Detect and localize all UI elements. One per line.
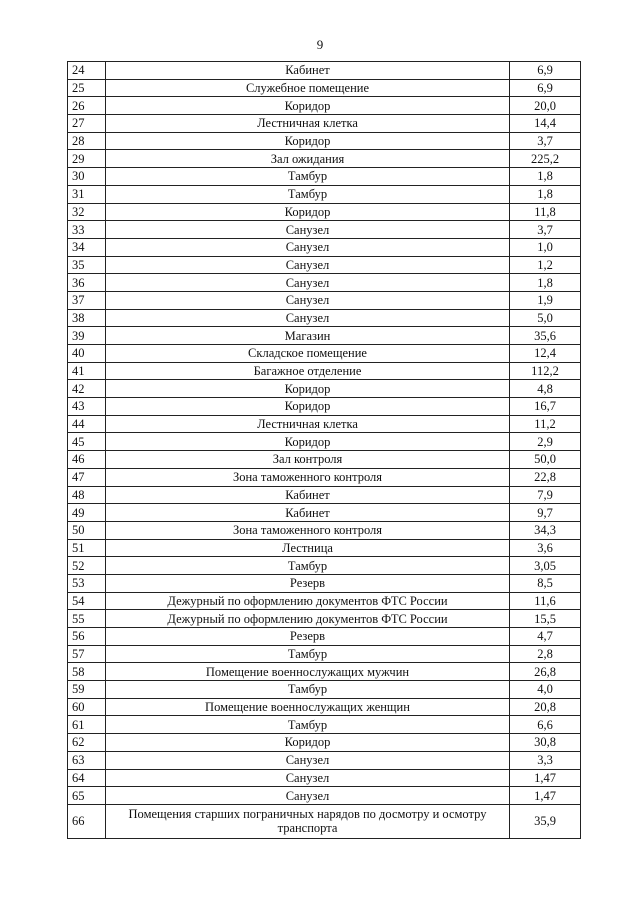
room-name-cell: Помещения старших пограничных нарядов по досмотру и осмотру транспорта [106, 804, 510, 838]
room-area-cell: 34,3 [510, 521, 581, 539]
room-number-cell: 26 [68, 97, 106, 115]
room-number-cell: 31 [68, 185, 106, 203]
room-area-cell: 35,9 [510, 804, 581, 838]
room-name-cell: Зона таможенного контроля [106, 521, 510, 539]
room-number-cell: 36 [68, 274, 106, 292]
room-area-cell: 12,4 [510, 345, 581, 363]
table-row [68, 468, 581, 486]
room-name-cell: Зал контроля [106, 451, 510, 469]
table-row [68, 115, 581, 133]
room-area-cell: 11,6 [510, 592, 581, 610]
room-area-cell: 35,6 [510, 327, 581, 345]
room-number-cell: 29 [68, 150, 106, 168]
room-area-cell: 225,2 [510, 150, 581, 168]
room-area-cell: 16,7 [510, 398, 581, 416]
table-row [68, 521, 581, 539]
room-name-cell: Зона таможенного контроля [106, 468, 510, 486]
room-number-cell: 28 [68, 132, 106, 150]
room-name-cell: Лестничная клетка [106, 415, 510, 433]
room-area-cell: 4,0 [510, 681, 581, 699]
room-area-cell: 1,0 [510, 238, 581, 256]
room-number-cell: 38 [68, 309, 106, 327]
table-row [68, 734, 581, 752]
room-name-cell: Лестница [106, 539, 510, 557]
table-row [68, 132, 581, 150]
room-name-cell: Тамбур [106, 645, 510, 663]
room-name-cell: Санузел [106, 238, 510, 256]
table-row [68, 62, 581, 80]
room-area-cell: 1,9 [510, 291, 581, 309]
room-area-cell: 14,4 [510, 115, 581, 133]
table-row [68, 610, 581, 628]
table-row [68, 274, 581, 292]
room-area-cell: 30,8 [510, 734, 581, 752]
room-area-cell: 6,6 [510, 716, 581, 734]
room-area-cell: 20,0 [510, 97, 581, 115]
room-number-cell: 54 [68, 592, 106, 610]
room-number-cell: 58 [68, 663, 106, 681]
room-number-cell: 56 [68, 628, 106, 646]
room-name-cell: Санузел [106, 309, 510, 327]
room-name-cell: Служебное помещение [106, 79, 510, 97]
room-name-cell: Тамбур [106, 681, 510, 699]
table-row [68, 592, 581, 610]
table-row [68, 97, 581, 115]
room-number-cell: 30 [68, 168, 106, 186]
room-name-cell: Санузел [106, 291, 510, 309]
room-number-cell: 35 [68, 256, 106, 274]
table-row [68, 769, 581, 787]
room-number-cell: 51 [68, 539, 106, 557]
room-area-cell: 1,8 [510, 185, 581, 203]
table-row [68, 168, 581, 186]
room-number-cell: 44 [68, 415, 106, 433]
room-name-cell: Дежурный по оформлению документов ФТС России [106, 592, 510, 610]
room-name-cell: Резерв [106, 628, 510, 646]
room-number-cell: 34 [68, 238, 106, 256]
table-row [68, 663, 581, 681]
room-name-cell: Багажное отделение [106, 362, 510, 380]
room-area-cell: 1,47 [510, 769, 581, 787]
room-name-cell: Помещение военнослужащих мужчин [106, 663, 510, 681]
room-number-cell: 32 [68, 203, 106, 221]
room-number-cell: 41 [68, 362, 106, 380]
room-number-cell: 55 [68, 610, 106, 628]
room-number-cell: 50 [68, 521, 106, 539]
room-area-cell: 1,2 [510, 256, 581, 274]
room-name-cell: Магазин [106, 327, 510, 345]
room-area-cell: 20,8 [510, 698, 581, 716]
room-number-cell: 47 [68, 468, 106, 486]
room-name-cell: Коридор [106, 203, 510, 221]
room-name-cell: Резерв [106, 574, 510, 592]
room-number-cell: 57 [68, 645, 106, 663]
room-area-cell: 1,8 [510, 168, 581, 186]
table-row [68, 574, 581, 592]
room-name-cell: Дежурный по оформлению документов ФТС России [106, 610, 510, 628]
table-row [68, 539, 581, 557]
room-area-cell: 26,8 [510, 663, 581, 681]
room-name-cell: Тамбур [106, 557, 510, 575]
room-area-cell: 50,0 [510, 451, 581, 469]
table-row [68, 345, 581, 363]
page-number: 9 [316, 37, 324, 52]
room-number-cell: 40 [68, 345, 106, 363]
room-number-cell: 46 [68, 451, 106, 469]
room-number-cell: 63 [68, 751, 106, 769]
room-number-cell: 25 [68, 79, 106, 97]
room-area-cell: 2,8 [510, 645, 581, 663]
table-row [68, 238, 581, 256]
room-name-cell: Тамбур [106, 168, 510, 186]
room-area-cell: 3,05 [510, 557, 581, 575]
room-area-cell: 3,7 [510, 221, 581, 239]
table-row [68, 327, 581, 345]
table-row [68, 486, 581, 504]
room-area-cell: 4,8 [510, 380, 581, 398]
room-name-cell: Лестничная клетка [106, 115, 510, 133]
room-area-cell: 2,9 [510, 433, 581, 451]
table-row [68, 804, 581, 838]
table-row [68, 787, 581, 805]
table-row [68, 645, 581, 663]
table-row [68, 203, 581, 221]
room-name-cell: Коридор [106, 97, 510, 115]
table-row [68, 362, 581, 380]
room-area-cell: 5,0 [510, 309, 581, 327]
table-row [68, 79, 581, 97]
table-row [68, 256, 581, 274]
room-name-cell: Кабинет [106, 62, 510, 80]
room-area-cell: 8,5 [510, 574, 581, 592]
room-area-cell: 3,6 [510, 539, 581, 557]
room-number-cell: 49 [68, 504, 106, 522]
room-name-cell: Складское помещение [106, 345, 510, 363]
table-row [68, 415, 581, 433]
table-row [68, 398, 581, 416]
room-area-cell: 11,2 [510, 415, 581, 433]
room-name-cell: Санузел [106, 256, 510, 274]
table-row [68, 291, 581, 309]
room-name-cell: Санузел [106, 769, 510, 787]
table-row [68, 628, 581, 646]
table-row [68, 557, 581, 575]
room-number-cell: 60 [68, 698, 106, 716]
room-number-cell: 24 [68, 62, 106, 80]
room-name-cell: Санузел [106, 787, 510, 805]
room-area-cell: 7,9 [510, 486, 581, 504]
table-row [68, 185, 581, 203]
room-number-cell: 64 [68, 769, 106, 787]
room-area-cell: 11,8 [510, 203, 581, 221]
room-area-cell: 6,9 [510, 62, 581, 80]
table-row [68, 433, 581, 451]
room-area-cell: 3,7 [510, 132, 581, 150]
room-number-cell: 42 [68, 380, 106, 398]
room-number-cell: 53 [68, 574, 106, 592]
room-name-cell: Тамбур [106, 716, 510, 734]
room-number-cell: 62 [68, 734, 106, 752]
room-name-cell: Санузел [106, 221, 510, 239]
table-row [68, 504, 581, 522]
room-name-cell: Кабинет [106, 504, 510, 522]
room-name-cell: Коридор [106, 734, 510, 752]
table-row [68, 380, 581, 398]
room-number-cell: 66 [68, 804, 106, 838]
room-name-cell: Тамбур [106, 185, 510, 203]
table-row [68, 751, 581, 769]
table-row [68, 698, 581, 716]
table-row [68, 309, 581, 327]
room-number-cell: 33 [68, 221, 106, 239]
room-name-cell: Помещение военнослужащих женщин [106, 698, 510, 716]
room-number-cell: 43 [68, 398, 106, 416]
room-area-cell: 6,9 [510, 79, 581, 97]
room-area-cell: 1,8 [510, 274, 581, 292]
table-row [68, 150, 581, 168]
room-name-cell: Коридор [106, 433, 510, 451]
rooms-table-body [68, 62, 581, 839]
room-area-cell: 4,7 [510, 628, 581, 646]
room-name-cell: Коридор [106, 398, 510, 416]
room-area-cell: 9,7 [510, 504, 581, 522]
room-number-cell: 37 [68, 291, 106, 309]
table-row [68, 451, 581, 469]
rooms-table [67, 61, 581, 839]
room-number-cell: 39 [68, 327, 106, 345]
table-row [68, 716, 581, 734]
room-name-cell: Санузел [106, 751, 510, 769]
room-area-cell: 22,8 [510, 468, 581, 486]
room-name-cell: Санузел [106, 274, 510, 292]
room-number-cell: 59 [68, 681, 106, 699]
room-area-cell: 112,2 [510, 362, 581, 380]
room-area-cell: 15,5 [510, 610, 581, 628]
room-number-cell: 52 [68, 557, 106, 575]
room-name-cell: Коридор [106, 380, 510, 398]
room-name-cell: Кабинет [106, 486, 510, 504]
room-area-cell: 3,3 [510, 751, 581, 769]
table-row [68, 221, 581, 239]
room-number-cell: 65 [68, 787, 106, 805]
table-row [68, 681, 581, 699]
room-number-cell: 48 [68, 486, 106, 504]
room-name-cell: Зал ожидания [106, 150, 510, 168]
room-number-cell: 45 [68, 433, 106, 451]
room-name-cell: Коридор [106, 132, 510, 150]
room-number-cell: 27 [68, 115, 106, 133]
room-number-cell: 61 [68, 716, 106, 734]
room-area-cell: 1,47 [510, 787, 581, 805]
